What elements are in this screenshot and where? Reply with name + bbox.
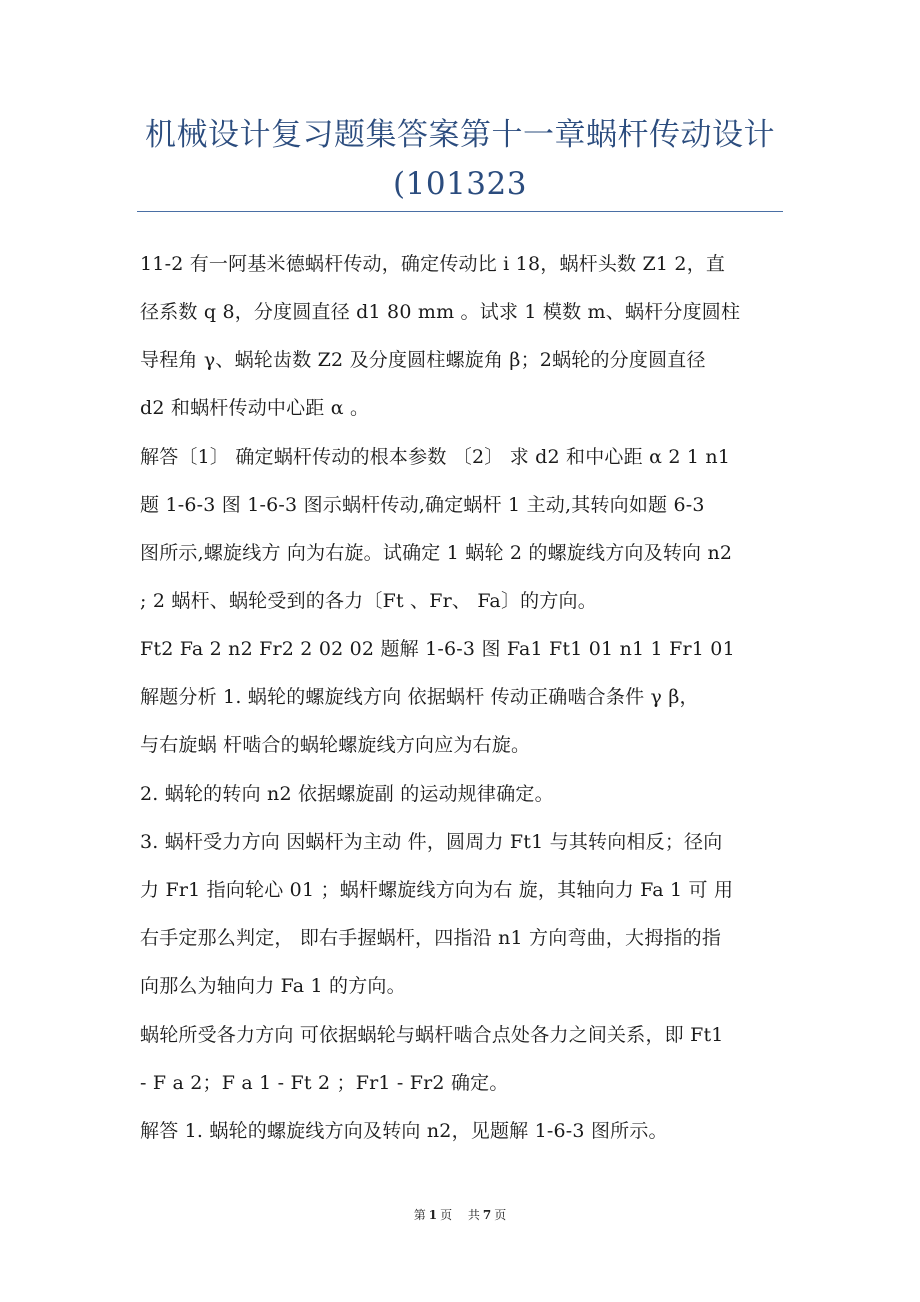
document-title-line-1: 机械设计复习题集答案第十一章蜗杆传动设计 — [145, 117, 775, 153]
page-total-group — [465, 1208, 509, 1222]
text-line: 与右旋蜗 杆啮合的蜗轮螺旋线方向应为右旋。 — [140, 734, 531, 756]
text-line: 导程角 γ、蜗轮齿数 Z2 及分度圆柱螺旋角 β；2蜗轮的分度圆直径 — [140, 349, 706, 371]
text-line: 蜗轮所受各力方向 可依据蜗轮与蜗杆啮合点处各力之间关系，即 Ft1 — [140, 1024, 724, 1046]
page-current: 1 — [428, 1208, 438, 1222]
text-line: 题 1-6-3 图 1-6-3 图示蜗杆传动,确定蜗杆 1 主动,其转向如题 6-3 — [140, 494, 705, 516]
text-line: 右手定那么判定， 即右手握蜗杆，四指沿 n1 方向弯曲，大拇指的指 — [140, 927, 722, 949]
text-line: 解答〔1〕 确定蜗杆传动的根本参数 〔2〕 求 d2 和中心距 α 2 1 n1 — [140, 446, 731, 468]
text-line: 3. 蜗杆受力方向 因蜗杆为主动 件，圆周力 Ft1 与其转向相反；径向 — [140, 831, 723, 853]
text-line: ; 2 蜗杆、蜗轮受到的各力〔Ft 、Fr、 Fa〕的方向。 — [140, 590, 597, 612]
page-footer — [0, 1206, 920, 1223]
title-divider — [137, 211, 783, 212]
text-line: 解答 1. 蜗轮的螺旋线方向及转向 n2，见题解 1-6-3 图所示。 — [140, 1120, 668, 1142]
text-line: 力 Fr1 指向轮心 01 ；蜗杆螺旋线方向为右 旋，其轴向力 Fa 1 可 用 — [140, 879, 734, 901]
page-number — [411, 1208, 455, 1222]
text-line: 向那么为轴向力 Fa 1 的方向。 — [140, 975, 406, 997]
text-line: 解题分析 1. 蜗轮的螺旋线方向 依据蜗杆 传动正确啮合条件 γ β， — [140, 686, 699, 708]
page-prefix: 第 — [413, 1208, 426, 1222]
text-line: - F a 2；F a 1 - Ft 2 ；Fr1 - Fr2 确定。 — [140, 1072, 509, 1094]
document-title-line-2: (101323 — [393, 166, 527, 202]
page-total: 7 — [482, 1208, 492, 1222]
text-line: d2 和蜗杆传动中心距 α 。 — [140, 397, 370, 419]
text-line: 11-2 有一阿基米德蜗杆传动，确定传动比 i 18，蜗杆头数 Z1 2，直 — [140, 253, 726, 275]
text-line: 径系数 q 8，分度圆直径 d1 80 mm 。试求 1 模数 m、蜗杆分度圆柱 — [140, 301, 741, 323]
text-line: 图所示,螺旋线方 向为右旋。试确定 1 蜗轮 2 的螺旋线方向及转向 n2 — [140, 542, 733, 564]
text-line: 2. 蜗轮的转向 n2 依据螺旋副 的运动规律确定。 — [140, 783, 554, 805]
page-label: 页 — [440, 1208, 453, 1222]
total-label: 页 — [494, 1208, 507, 1222]
total-prefix: 共 — [467, 1208, 480, 1222]
text-line: Ft2 Fa 2 n2 Fr2 2 02 02 题解 1-6-3 图 Fa1 Ft1 01 n1 1 Fr1 01 — [140, 638, 735, 660]
